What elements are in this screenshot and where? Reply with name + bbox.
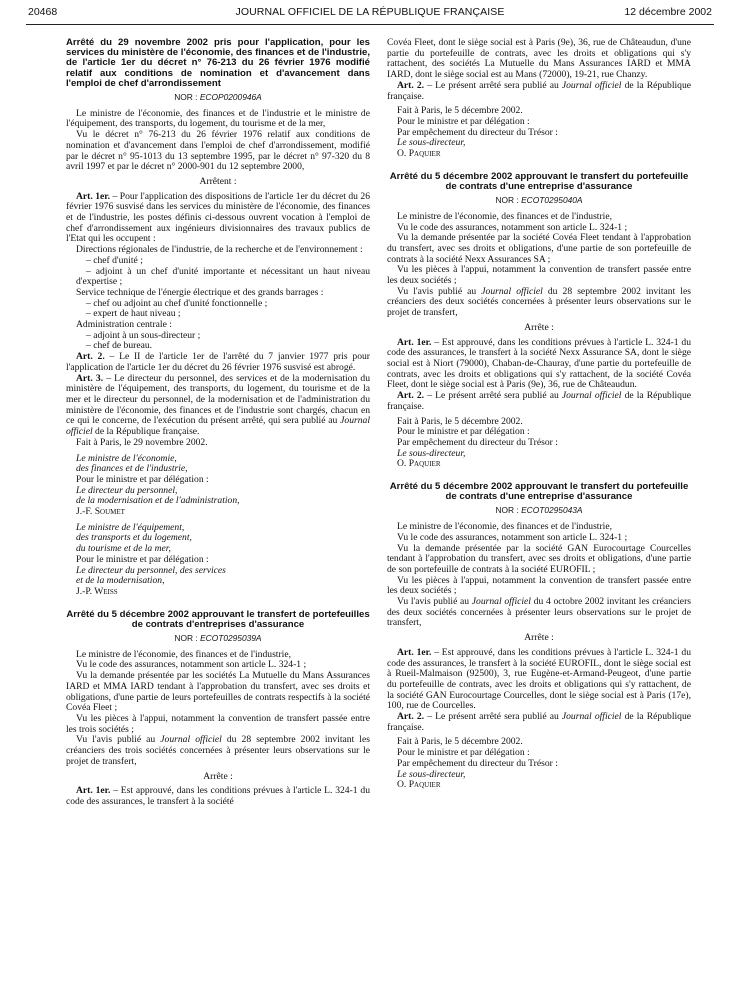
paragraph: Vu les pièces à l'appui, notamment la convention de transfert passée entre les deux sociétés ; [387, 574, 691, 597]
list-item: – chef ou adjoint au chef d'unité fonctionnelle ; [86, 297, 268, 309]
nor-reference: NOR : ECOT0295039A [174, 633, 262, 644]
paragraph: Vu l'avis publié au Journal officiel du 28 septembre 2002 invitant les créanciers des trois sociétés concernées à présenter leurs observations sur le projet de transfert, [66, 734, 370, 767]
paragraph: Vu la demande présentée par la société Covéa Fleet tendant à l'approbation du transfert, avec ses droits et obligations, d'une partie de son portefeuille de contrats à la société Nexx Assurances SA ; [387, 232, 691, 265]
paragraph: Vu le décret n° 76-213 du 26 février 1976 relatif aux conditions de nomination et d'avancement dans l'emploi de chef d'arrondissement, modifié par le décret n° 95-1013 du 13 septembre 1995, par le décret n° 97-320 du 8 avril 1997 et par le décret n° 2000-901 du 12 septembre 2000, [66, 129, 370, 173]
page-header [28, 6, 712, 22]
list-item: – chef d'unité ; [86, 254, 143, 266]
decree-title: Arrêté du 29 novembre 2002 pris pour l'application, pour les services du ministère de l'économie, des finances et de l'industrie, de l'article 1er du décret n° 76-213 du 26 février 1976 modifié relatif aux conditions de nomination et d'avancement dans l'emploi de chef d'arrondissement [66, 37, 370, 89]
nor-reference: NOR : ECOP0200946A [174, 92, 262, 103]
signature-block: Pour le ministre et par délégation : Par empêchement du directeur du Trésor : Le sous-directeur, O. Paquier [397, 426, 558, 470]
nor-reference: NOR : ECOT0295040A [495, 195, 583, 206]
paragraph: Covéa Fleet, dont le siège social est à Paris (9e), 36, rue de Châteaudun, d'une partie du portefeuille de contrats, avec les droits et obligations qui s'y rattachent, des sociétés La Mutuelle du Mans Assurances IARD et MMA IARD, dont le siège social est au Mans (72000), 19-21, rue Chanzy. [387, 37, 691, 81]
signature-block: Le ministre de l'économie, des finances et de l'industrie, Pour le ministre et par délégation : Le directeur du personnel, de la modernisation et de l'administration, J.-F. Soumet [76, 452, 240, 518]
paragraph: Vu la demande présentée par les sociétés La Mutuelle du Mans Assurances IARD et MMA IARD tendant à l'approbation du transfert, avec ses droits et obligations, d'une partie de leurs portefeuilles de contrats respectifs à la société Covéa Fleet ; [66, 670, 370, 714]
decree-title: Arrêté du 5 décembre 2002 approuvant le transfert du portefeuille de contrats d'une entreprise d'assurance [389, 170, 689, 192]
signature-block: Pour le ministre et par délégation : Par empêchement du directeur du Trésor : Le sous-directeur, O. Paquier [397, 115, 558, 160]
paragraph: Service technique de l'énergie électrique et des grands barrages : [76, 286, 324, 298]
paragraph: Vu l'avis publié au Journal officiel du 28 septembre 2002 invitant les créanciers des deux sociétés concernées à présenter leurs observations sur le projet de transfert, [387, 285, 691, 319]
paragraph: Vu l'avis publié au Journal officiel du 4 octobre 2002 invitant les créanciers des deux sociétés concernées à présenter leurs observations sur le projet de transfert, [387, 596, 691, 629]
right-column [387, 38, 691, 791]
list-item: – expert de haut niveau ; [86, 308, 181, 320]
signature-block: Pour le ministre et par délégation : Par empêchement du directeur du Trésor : Le sous-directeur, O. Paquier [397, 747, 558, 791]
article-2: Art. 2. – Le présent arrêté sera publié au Journal officiel de la République française. [387, 79, 691, 102]
article-3: Art. 3. – Le directeur du personnel, des services et de la modernisation du ministère de l'équipement, des transports, du logement, du tourisme et de la mer et le directeur du personnel, de la modernisation et de l'administration du ministère de l'économie, des finances et de l'industrie sont chargés, chacun en ce qui le concerne, de l'exécution du présent arrêté, qui sera publié au Journal officiel de la République française. [66, 372, 370, 438]
issue-date: 12 décembre 2002 [624, 6, 712, 18]
arrete-label: Arrête : [524, 632, 554, 644]
paragraph: Vu les pièces à l'appui, notamment la convention de transfert passée entre les trois sociétés ; [66, 712, 370, 735]
article-2: Art. 2. – Le II de l'article 1er de l'arrêté du 7 janvier 1977 pris pour l'application de l'article 1er du décret du 26 février 1976 susvisé est abrogé. [66, 351, 370, 373]
list-item: – chef de bureau. [86, 340, 153, 352]
paragraph: Le ministre de l'économie, des finances et de l'industrie et le ministre de l'équipement, des transports, du logement, du tourisme et de la mer, [66, 107, 370, 130]
left-column [66, 38, 370, 808]
article-2: Art. 2. – Le présent arrêté sera publié au Journal officiel de la République française. [387, 390, 691, 412]
signature-date: Fait à Paris, le 5 décembre 2002. [397, 736, 523, 748]
signature-date: Fait à Paris, le 29 novembre 2002. [76, 436, 208, 448]
paragraph: Le ministre de l'économie, des finances et de l'industrie, [397, 521, 612, 533]
arrete-label: Arrête : [203, 770, 233, 782]
list-item: – adjoint à un sous-directeur ; [86, 329, 201, 341]
page-number: 20468 [28, 6, 58, 18]
paragraph: Vu les pièces à l'appui, notamment la convention de transfert passée entre les deux sociétés ; [387, 264, 691, 287]
paragraph: Vu le code des assurances, notamment son article L. 324-1 ; [76, 659, 307, 671]
article-1: Art. 1er. – Est approuvé, dans les conditions prévues à l'article L. 324-1 du code des assurances, le transfert à la société Nexx Assurance SA, dont le siège social est à Niort (79000), Chaban-de-Chauray, d'une partie du portefeuille de contrats, avec les droits et obligations qui s'y rattachent, de la société Covéa Fleet, dont le siège social est à Paris (9e), 36, rue de Châteaudun. [387, 336, 691, 391]
arrete-label: Arrête : [524, 321, 554, 333]
signature-date: Fait à Paris, le 5 décembre 2002. [397, 415, 523, 427]
paragraph: Vu le code des assurances, notamment son article L. 324-1 ; [397, 221, 628, 233]
signature-date: Fait à Paris, le 5 décembre 2002. [397, 105, 523, 117]
header-rule [26, 24, 714, 25]
decree-title: Arrêté du 5 décembre 2002 approuvant le transfert de portefeuilles de contrats d'entreprises d'assurance [66, 608, 370, 630]
paragraph: Le ministre de l'économie, des finances et de l'industrie, [397, 210, 612, 222]
decree-title: Arrêté du 5 décembre 2002 approuvant le transfert du portefeuille de contrats d'une entreprise d'assurance [389, 481, 689, 503]
signature-block: Le ministre de l'équipement, des transports et du logement, du tourisme et de la mer, Pour le ministre et par délégation : Le directeur du personnel, des services et de la modernisation, J.-P. Weiss [76, 521, 226, 597]
paragraph: Vu le code des assurances, notamment son article L. 324-1 ; [397, 531, 628, 543]
paragraph: Administration centrale : [76, 319, 172, 331]
article-1: Art. 1er. – Est approuvé, dans les conditions prévues à l'article L. 324-1 du code des assurances, le transfert à la société [66, 785, 370, 807]
paragraph: Directions régionales de l'industrie, de la recherche et de l'environnement : [76, 244, 363, 256]
journal-title: JOURNAL OFFICIEL DE LA RÉPUBLIQUE FRANÇAISE [235, 6, 505, 18]
article-2: Art. 2. – Le présent arrêté sera publié au Journal officiel de la République française. [387, 711, 691, 733]
article-1: Art. 1er. – Est approuvé, dans les conditions prévues à l'article L. 324-1 du code des assurances, le transfert à la société EUROFIL, dont le siège social est à Rueil-Malmaison (92500), 3, rue Eugène-et-Armand-Peugeot, d'une partie du portefeuille de contrats, avec les droits et obligations qui s'y rattachent, de la société GAN Eurocourtage Courcelles, dont le siège social est à Paris (17e), 100, rue de Courcelles. [387, 646, 691, 712]
paragraph: Vu la demande présentée par la société GAN Eurocourtage Courcelles tendant à l'approbation du transfert, avec ses droits et obligations, d'une partie de son portefeuille de contrats à la société EUROFIL ; [387, 542, 691, 575]
arretent-label: Arrêtent : [199, 175, 237, 187]
article-1: Art. 1er. – Pour l'application des dispositions de l'article 1er du décret du 26 février 1976 susvisé dans les services du ministère de l'économie, des finances et de l'industrie, les postes définis ci-dessous ouvrent vocation à l'emploi de chef d'arrondissement aux ingénieurs divisionnaires des travaux publics de l'Etat qui les occupent : [66, 190, 371, 245]
nor-reference: NOR : ECOT0295043A [495, 505, 583, 516]
paragraph: Le ministre de l'économie, des finances et de l'industrie, [76, 648, 291, 660]
list-item: – adjoint à un chef d'unité importante et nécessitant un haut niveau d'expertise ; [76, 265, 370, 288]
